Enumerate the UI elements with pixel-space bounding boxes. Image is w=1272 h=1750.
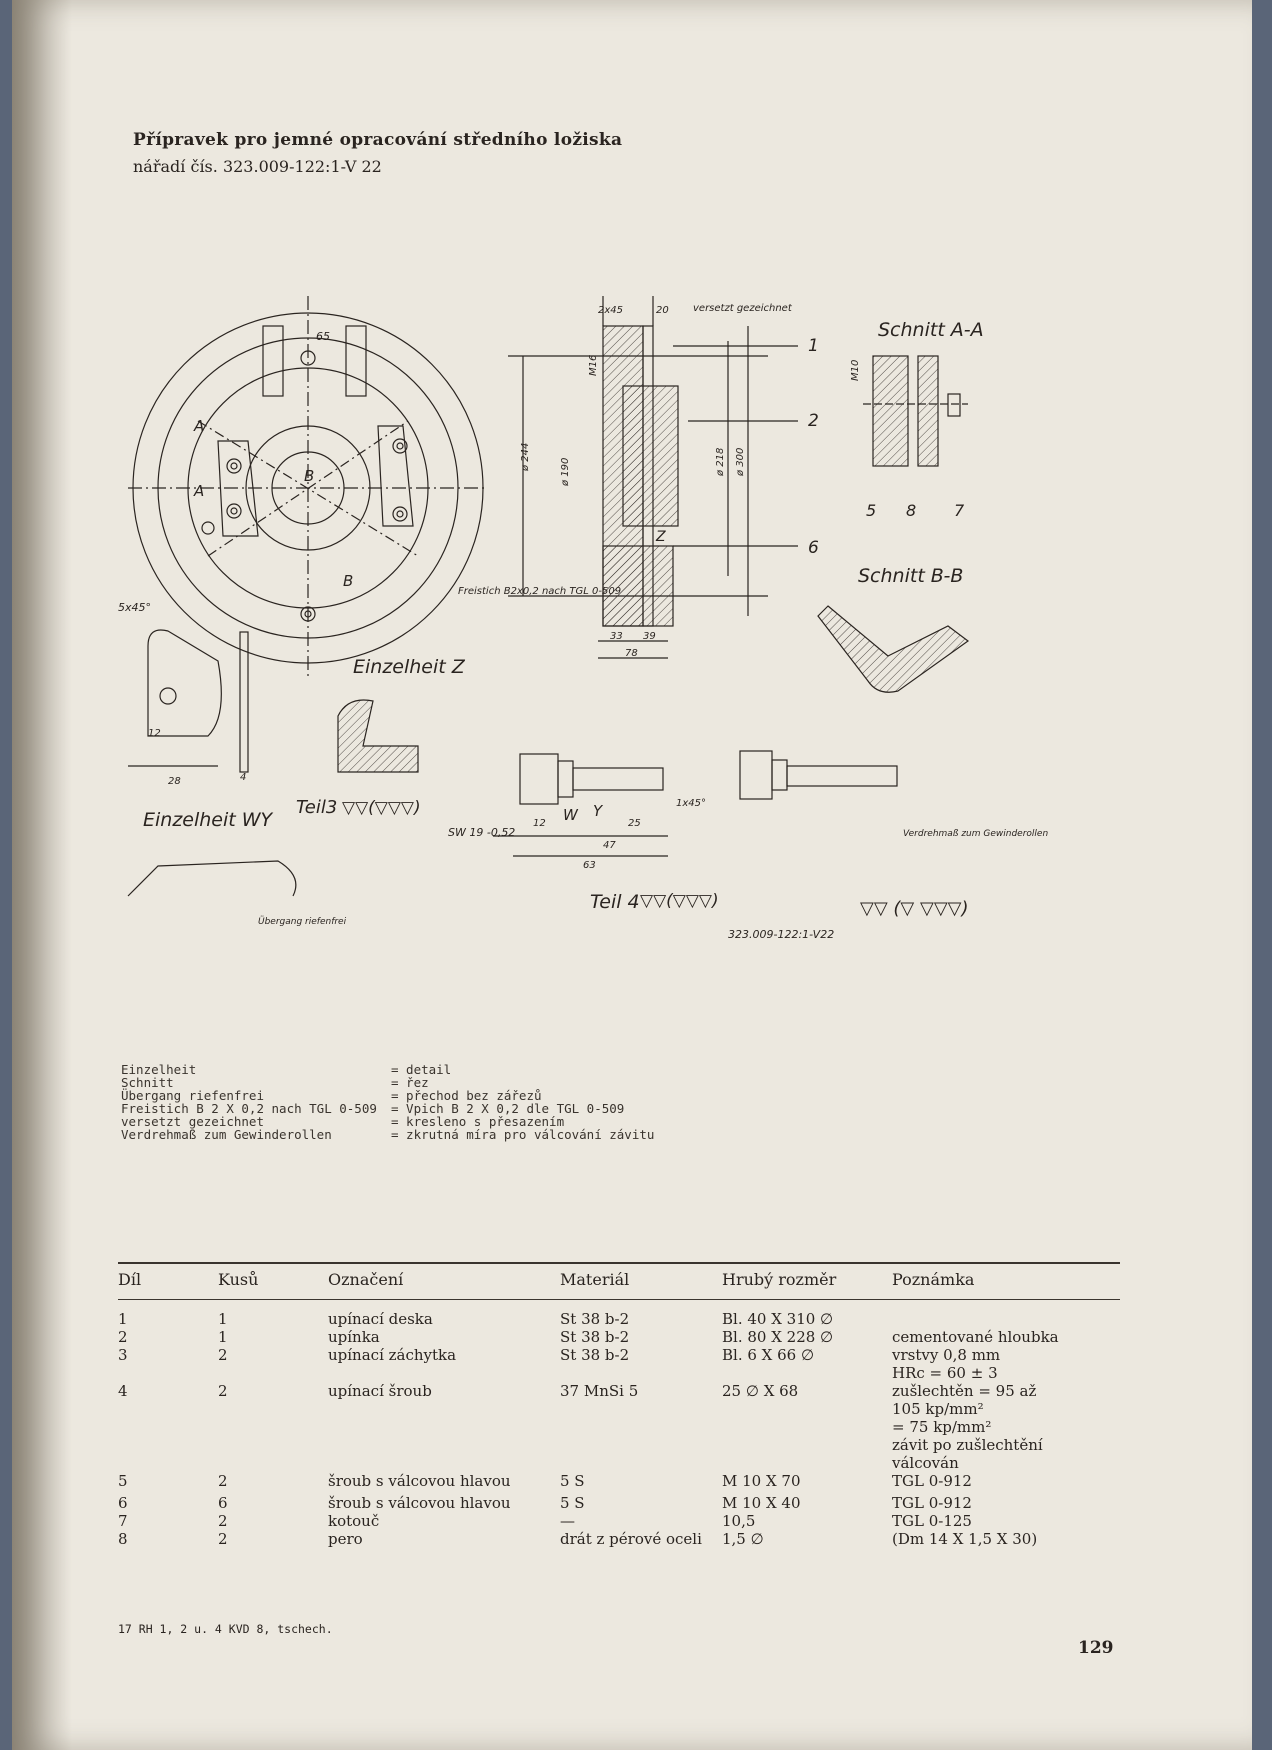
cell-oznaceni: upínací deska [328, 1310, 433, 1328]
cell-dil: 4 [118, 1382, 128, 1400]
cell-kusu: 2 [218, 1530, 228, 1548]
cell-poznamka: HRc = 60 ± 3 [892, 1364, 998, 1382]
cell-dil: 3 [118, 1346, 128, 1364]
label-verdrehmass: Verdrehmaß zum Gewinderollen [903, 829, 1049, 839]
legend-row: versetzt gezeichnet = kresleno s přesazením [121, 1114, 565, 1129]
cell-dil [118, 1436, 218, 1454]
cell-oznaceni: upínka [328, 1328, 380, 1346]
label-schnitt-bb: Schnitt B-B [858, 565, 964, 587]
cell-oznaceni: šroub s válcovou hlavou [328, 1494, 511, 1512]
cell-oznaceni [328, 1436, 560, 1454]
cell-material: 37 MnSi 5 [560, 1382, 639, 1400]
dim-78: 78 [625, 648, 638, 659]
label-teil4: Teil 4 [590, 891, 640, 913]
cell-poznamka: válcován [892, 1454, 959, 1472]
cell-oznaceni [328, 1418, 560, 1436]
cell-oznaceni [328, 1364, 560, 1382]
cell-rozmer: Bl. 80 X 228 ∅ [722, 1328, 834, 1346]
table-row [118, 1364, 1120, 1382]
table-header-rule [118, 1299, 1120, 1300]
table-row [118, 1310, 1120, 1328]
section-mark-a1: A [194, 417, 205, 435]
label-versetzt: versetzt gezeichnet [693, 303, 792, 314]
detail-mark-w: W [563, 806, 578, 824]
cell-dil: 2 [118, 1328, 128, 1346]
cell-kusu: 2 [218, 1472, 228, 1490]
cell-poznamka: TGL 0-912 [892, 1494, 972, 1512]
dim-218: ø 218 [715, 447, 726, 476]
cell-poznamka: TGL 0-125 [892, 1512, 972, 1530]
cell-rozmer: M 10 X 40 [722, 1494, 801, 1512]
front-view [118, 296, 488, 676]
cell-kusu: 2 [218, 1382, 228, 1400]
dim-2x45: 2x45 [598, 305, 624, 316]
cell-poznamka: závit po zušlechtění [892, 1436, 1043, 1454]
pos-5: 5 [866, 501, 877, 520]
cell-oznaceni: šroub s válcovou hlavou [328, 1472, 511, 1490]
cell-material [560, 1436, 722, 1454]
dim-190: ø 190 [560, 457, 571, 486]
header-dil: Díl [118, 1270, 142, 1289]
cell-oznaceni: kotouč [328, 1512, 380, 1530]
cell-oznaceni: upínací záchytka [328, 1346, 457, 1364]
dim-m10: M10 [850, 359, 861, 381]
cell-kusu: 1 [218, 1328, 228, 1346]
cell-poznamka: (Dm 14 X 1,5 X 30) [892, 1530, 1038, 1548]
header-oznaceni: Označení [328, 1270, 404, 1289]
drawing-number: 323.009-122:1-V22 [728, 928, 835, 941]
cell-rozmer [722, 1418, 892, 1436]
cell-kusu [218, 1436, 328, 1454]
cell-kusu: 1 [218, 1310, 228, 1328]
cell-dil: 8 [118, 1530, 128, 1548]
cell-rozmer [722, 1364, 892, 1382]
teil3-surface-marks: ▽▽(▽▽▽) [342, 798, 421, 818]
table-row [118, 1328, 1120, 1346]
cell-rozmer [722, 1400, 892, 1418]
table-header-row [118, 1264, 1120, 1293]
section-mark-a2: A [194, 482, 205, 500]
dim-244: ø 244 [520, 442, 531, 471]
cell-material: 5 S [560, 1494, 585, 1512]
cell-dil: 6 [118, 1494, 128, 1512]
cell-poznamka: zušlechtěn = 95 až [892, 1382, 1037, 1400]
dim-28: 28 [168, 776, 181, 787]
part4-bolt [448, 751, 1048, 941]
detail-mark-y: Y [593, 802, 603, 820]
legend-row: Freistich B 2 X 0,2 nach TGL 0-509 = Vpich B 2 X 0,2 dle TGL 0-509 [121, 1101, 625, 1116]
side-section-view [458, 296, 819, 659]
cell-material: St 38 b-2 [560, 1346, 630, 1364]
cell-poznamka: = 75 kp/mm² [892, 1418, 992, 1436]
pos-2: 2 [808, 411, 819, 431]
cell-kusu [218, 1454, 328, 1472]
cell-poznamka: 105 kp/mm² [892, 1400, 984, 1418]
cell-rozmer: 10,5 [722, 1512, 756, 1530]
parts-table [118, 1262, 1120, 1548]
pos-8: 8 [906, 501, 917, 520]
table-row [118, 1494, 1120, 1512]
footer-note: 17 RH 1, 2 u. 4 KVD 8, tschech. [118, 1622, 333, 1636]
cell-rozmer: Bl. 40 X 310 ∅ [722, 1310, 834, 1328]
table-row [118, 1512, 1120, 1530]
cell-rozmer: Bl. 6 X 66 ∅ [722, 1346, 815, 1364]
table-row [118, 1400, 1120, 1418]
translation-legend [121, 1063, 654, 1141]
cell-material: St 38 b-2 [560, 1310, 630, 1328]
label-einzelheit-z: Einzelheit Z [353, 656, 465, 678]
cell-oznaceni: upínací šroub [328, 1382, 432, 1400]
dim-300: ø 300 [735, 447, 746, 476]
cell-material: St 38 b-2 [560, 1328, 630, 1346]
legend-row: Einzelheit = detail [121, 1062, 452, 1077]
cell-poznamka: vrstvy 0,8 mm [892, 1346, 1001, 1364]
table-row [118, 1418, 1120, 1436]
cell-oznaceni [328, 1454, 560, 1472]
technical-drawing [118, 296, 1133, 1056]
cell-material [560, 1364, 722, 1382]
cell-poznamka: TGL 0-912 [892, 1472, 972, 1490]
cell-dil: 7 [118, 1512, 128, 1530]
header-rozmer: Hrubý rozměr [722, 1270, 837, 1289]
pos-7: 7 [954, 501, 965, 520]
table-row [118, 1472, 1120, 1494]
dim-5x45: 5x45° [118, 601, 152, 614]
cell-dil [118, 1418, 218, 1436]
dim-12b: 12 [533, 818, 546, 829]
book-spine-shadow [12, 0, 72, 1750]
dim-47: 47 [603, 840, 616, 851]
dim-12: 12 [148, 728, 161, 739]
table-row [118, 1436, 1120, 1454]
cell-rozmer: M 10 X 70 [722, 1472, 801, 1490]
legend-row: Verdrehmaß zum Gewinderollen = zkrutná míra pro válcování závitu [121, 1127, 655, 1142]
section-mark-b2: B [343, 572, 354, 590]
cell-kusu [218, 1400, 328, 1418]
cell-oznaceni: pero [328, 1530, 363, 1548]
label-einzelheit-wy: Einzelheit WY [143, 809, 273, 831]
detail-mark-z: Z [656, 529, 666, 545]
cell-dil: 5 [118, 1472, 128, 1490]
dim-39: 39 [643, 631, 656, 642]
section-b-b [818, 565, 968, 692]
pos-6: 6 [808, 538, 819, 558]
cell-rozmer [722, 1436, 892, 1454]
section-mark-b1: B [304, 467, 315, 485]
cell-oznaceni [328, 1400, 560, 1418]
label-teil3: Teil3 [296, 797, 338, 818]
cell-rozmer: 1,5 ∅ [722, 1530, 764, 1548]
cell-kusu: 2 [218, 1346, 228, 1364]
label-freistich: Freistich B2x0,2 nach TGL 0-509 [458, 586, 622, 597]
dim-65: 65 [316, 330, 330, 343]
pos-1: 1 [808, 336, 819, 356]
table-row [118, 1454, 1120, 1472]
page-number: 129 [1078, 1638, 1114, 1658]
table-row [118, 1382, 1120, 1400]
corner-surface-marks: ▽▽ (▽ ▽▽▽) [860, 898, 969, 919]
cell-rozmer [722, 1454, 892, 1472]
cell-material [560, 1400, 722, 1418]
header-poznamka: Poznámka [892, 1270, 975, 1289]
cell-kusu [218, 1418, 328, 1436]
dim-1x45: 1x45° [676, 798, 707, 809]
detail-z [338, 656, 466, 772]
dim-m16: M16 [588, 354, 599, 376]
tool-number: nářadí čís. 323.009-122:1-V 22 [133, 157, 382, 176]
cell-kusu: 2 [218, 1512, 228, 1530]
cell-material: — [560, 1512, 575, 1530]
cell-poznamka [892, 1310, 1120, 1328]
cell-material [560, 1418, 722, 1436]
label-uebergang: Übergang riefenfrei [258, 917, 347, 927]
legend-row: Schnitt = řez [121, 1075, 429, 1090]
teil4-surface-marks: ▽▽(▽▽▽) [640, 891, 719, 911]
cell-dil [118, 1454, 218, 1472]
cell-poznamka: cementované hloubka [892, 1328, 1059, 1346]
page-title: Přípravek pro jemné opracování středního ložiska [133, 130, 623, 150]
dim-20: 20 [656, 305, 669, 316]
cell-material: drát z pérové oceli [560, 1530, 702, 1548]
header-material: Materiál [560, 1270, 630, 1289]
cell-material [560, 1454, 722, 1472]
table-row [118, 1346, 1120, 1364]
dim-63: 63 [583, 860, 596, 871]
label-sw: SW 19 -0,52 [448, 826, 516, 839]
cell-dil [118, 1400, 218, 1418]
cell-dil [118, 1364, 218, 1382]
table-row [118, 1530, 1120, 1548]
label-schnitt-aa: Schnitt A-A [878, 319, 984, 341]
dim-33: 33 [610, 631, 623, 642]
cell-kusu [218, 1364, 328, 1382]
cell-kusu: 6 [218, 1494, 228, 1512]
section-a-a [850, 319, 984, 520]
legend-row: Übergang riefenfrei = přechod bez zářezů [121, 1088, 542, 1103]
cell-material: 5 S [560, 1472, 585, 1490]
dim-4: 4 [240, 772, 247, 783]
header-kusu: Kusů [218, 1270, 259, 1289]
cell-rozmer: 25 ∅ X 68 [722, 1382, 799, 1400]
cell-dil: 1 [118, 1310, 128, 1328]
dim-25: 25 [628, 818, 641, 829]
